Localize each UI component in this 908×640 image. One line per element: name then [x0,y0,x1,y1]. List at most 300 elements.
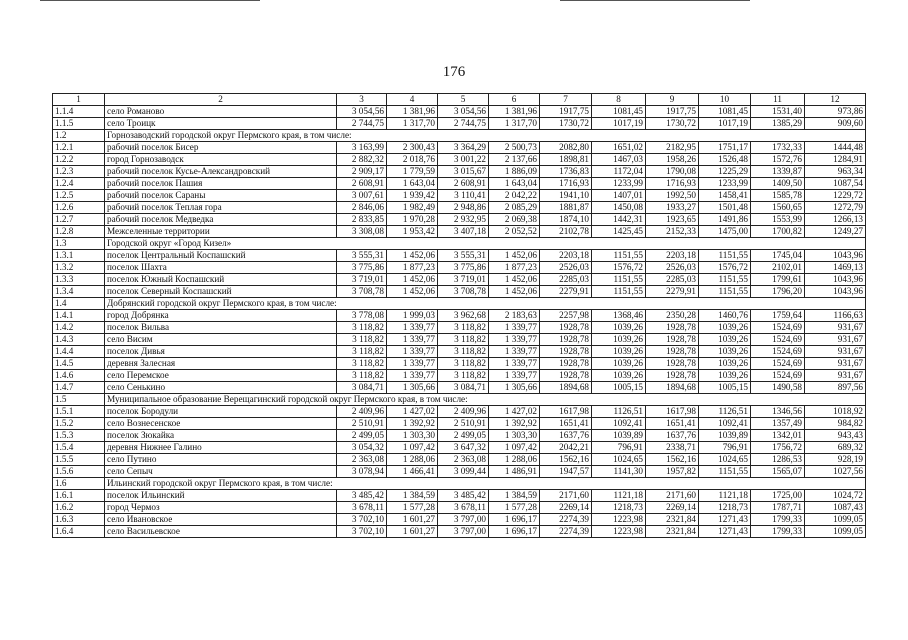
table-row [53,202,866,214]
value-cell: 1572,76 [751,154,805,166]
row-id: 1.4.4 [53,346,105,358]
value-cell: 2 833,85 [337,214,387,226]
value-cell: 1917,75 [540,106,592,118]
table-row [53,286,866,298]
value-cell: 1 939,42 [387,190,438,202]
value-cell: 1027,56 [805,466,866,478]
table-row [53,226,866,238]
value-cell: 3 118,82 [337,322,387,334]
value-cell: 1024,65 [699,454,751,466]
settlement-name: поселок Дивья [105,346,337,358]
value-cell: 1992,50 [646,190,699,202]
value-cell: 1141,30 [592,466,646,478]
value-cell: 1043,96 [805,250,866,262]
value-cell: 2203,18 [540,250,592,262]
value-cell: 1 452,06 [387,250,438,262]
value-cell: 1 779,59 [387,166,438,178]
column-header: 10 [699,94,751,106]
value-cell: 1284,91 [805,154,866,166]
value-cell: 1151,55 [699,466,751,478]
value-cell: 931,67 [805,370,866,382]
settlement-name: рабочий поселок Медведка [105,214,337,226]
value-cell: 2 909,17 [337,166,387,178]
value-cell: 1039,26 [699,370,751,382]
value-cell: 2274,39 [540,526,592,538]
table-row [53,526,866,538]
settlement-name: село Висим [105,334,337,346]
table-row [53,154,866,166]
value-cell: 1928,78 [646,358,699,370]
value-cell: 1039,26 [592,346,646,358]
value-cell: 1081,45 [592,106,646,118]
value-cell: 1 970,28 [387,214,438,226]
table-row [53,166,866,178]
value-cell: 3 118,82 [438,370,489,382]
value-cell: 1490,58 [751,382,805,394]
value-cell: 1339,87 [751,166,805,178]
value-cell: 3 485,42 [337,490,387,502]
value-cell: 1 384,59 [489,490,540,502]
row-id: 1.4.6 [53,370,105,382]
value-cell: 1651,41 [646,418,699,430]
value-cell: 1039,26 [592,322,646,334]
value-cell: 1799,33 [751,526,805,538]
value-cell: 1730,72 [646,118,699,130]
value-cell: 1917,75 [646,106,699,118]
settlement-name: поселок Зюкайка [105,430,337,442]
value-cell: 3 702,10 [337,514,387,526]
column-header: 3 [337,94,387,106]
value-cell: 3 163,99 [337,142,387,154]
value-cell: 1958,26 [646,154,699,166]
row-id: 1.3.3 [53,274,105,286]
table-row [53,430,866,442]
value-cell: 1928,78 [646,322,699,334]
value-cell: 2274,39 [540,514,592,526]
settlement-name: поселок Центральный Коспашский [105,250,337,262]
value-cell: 1637,76 [540,430,592,442]
value-cell: 1151,55 [699,250,751,262]
value-cell: 2350,28 [646,310,699,322]
value-cell: 1475,00 [699,226,751,238]
table-row [53,322,866,334]
value-cell: 2 363,08 [337,454,387,466]
value-cell: 1 384,59 [387,490,438,502]
value-cell: 2 948,86 [438,202,489,214]
value-cell: 1 999,03 [387,310,438,322]
value-cell: 1700,82 [751,226,805,238]
value-cell: 1 953,42 [387,226,438,238]
value-cell: 1271,43 [699,526,751,538]
value-cell: 1524,69 [751,346,805,358]
value-cell: 3 797,00 [438,514,489,526]
value-cell: 984,82 [805,418,866,430]
table-row [53,490,866,502]
page-number: 176 [442,64,466,80]
row-id: 1.5.4 [53,442,105,454]
value-cell: 1087,43 [805,502,866,514]
value-cell: 2 363,08 [438,454,489,466]
row-id: 1.3.4 [53,286,105,298]
value-cell: 1005,15 [592,382,646,394]
value-cell: 2 744,75 [438,118,489,130]
value-cell: 1 317,70 [489,118,540,130]
value-cell: 1266,13 [805,214,866,226]
value-cell: 1928,78 [646,334,699,346]
table-row [53,502,866,514]
value-cell: 2 409,96 [337,406,387,418]
value-cell: 1 288,06 [387,454,438,466]
value-cell: 1 427,02 [489,406,540,418]
value-cell: 1 877,23 [489,262,540,274]
value-cell: 1894,68 [646,382,699,394]
value-cell: 2 608,91 [337,178,387,190]
value-cell: 3 118,82 [438,334,489,346]
value-cell: 973,86 [805,106,866,118]
row-id: 1.2.4 [53,178,105,190]
section-id: 1.5 [53,394,105,406]
value-cell: 1617,98 [540,406,592,418]
settlement-name: Межселенные территории [105,226,337,238]
value-cell: 1368,46 [592,310,646,322]
value-cell: 1 303,30 [489,430,540,442]
value-cell: 1736,83 [540,166,592,178]
row-id: 1.6.4 [53,526,105,538]
value-cell: 3 555,31 [438,250,489,262]
value-cell: 1 317,70 [387,118,438,130]
value-cell: 2279,91 [540,286,592,298]
value-cell: 1223,98 [592,514,646,526]
value-cell: 796,91 [592,442,646,454]
value-cell: 1 466,41 [387,466,438,478]
value-cell: 1 452,06 [489,250,540,262]
table-row [53,214,866,226]
value-cell: 1 381,96 [387,106,438,118]
value-cell: 1043,96 [805,274,866,286]
value-cell: 1941,10 [540,190,592,202]
value-cell: 3 001,22 [438,154,489,166]
value-cell: 3 118,82 [438,346,489,358]
value-cell: 1756,72 [751,442,805,454]
value-cell: 3 962,68 [438,310,489,322]
row-id: 1.5.6 [53,466,105,478]
column-header: 6 [489,94,540,106]
value-cell: 1745,04 [751,250,805,262]
settlement-name: село Перемское [105,370,337,382]
value-cell: 3 118,82 [438,322,489,334]
value-cell: 1 305,66 [387,382,438,394]
value-cell: 3 015,67 [438,166,489,178]
value-cell: 1450,08 [592,202,646,214]
settlement-name: село Сенькино [105,382,337,394]
column-header: 4 [387,94,438,106]
value-cell: 3 364,29 [438,142,489,154]
row-id: 1.3.1 [53,250,105,262]
value-cell: 689,32 [805,442,866,454]
settlement-name: село Васильевское [105,526,337,538]
table-row [53,250,866,262]
value-cell: 2 018,76 [387,154,438,166]
value-cell: 1 339,77 [489,334,540,346]
table-row [53,274,866,286]
scan-edge-line [40,0,260,1]
value-cell: 1018,92 [805,406,866,418]
value-cell: 1218,73 [699,502,751,514]
row-id: 1.4.1 [53,310,105,322]
column-header: 8 [592,94,646,106]
value-cell: 1651,41 [540,418,592,430]
row-id: 1.3.2 [53,262,105,274]
column-header: 5 [438,94,489,106]
settlement-name: поселок Шахта [105,262,337,274]
value-cell: 1233,99 [699,178,751,190]
value-cell: 1271,43 [699,514,751,526]
value-cell: 2 608,91 [438,178,489,190]
value-cell: 1039,26 [592,358,646,370]
tariff-table [52,93,866,538]
value-cell: 2152,33 [646,226,699,238]
column-header: 2 [105,94,337,106]
value-cell: 1099,05 [805,514,866,526]
value-cell: 2082,80 [540,142,592,154]
value-cell: 1874,10 [540,214,592,226]
value-cell: 1409,50 [751,178,805,190]
value-cell: 1099,05 [805,526,866,538]
row-id: 1.5.5 [53,454,105,466]
value-cell: 1218,73 [592,502,646,514]
section-id: 1.2 [53,130,105,142]
value-cell: 1 601,27 [387,514,438,526]
value-cell: 2 932,95 [438,214,489,226]
value-cell: 2257,98 [540,310,592,322]
value-cell: 1 339,77 [489,346,540,358]
value-cell: 1732,33 [751,142,805,154]
value-cell: 3 308,08 [337,226,387,238]
value-cell: 1928,78 [540,358,592,370]
value-cell: 1286,53 [751,454,805,466]
value-cell: 2 137,66 [489,154,540,166]
value-cell: 2102,01 [751,262,805,274]
table-row [53,190,866,202]
value-cell: 2 510,91 [438,418,489,430]
value-cell: 1467,03 [592,154,646,166]
value-cell: 1565,07 [751,466,805,478]
value-cell: 1087,54 [805,178,866,190]
row-id: 1.4.7 [53,382,105,394]
value-cell: 3 778,08 [337,310,387,322]
value-cell: 1947,57 [540,466,592,478]
row-id: 1.2.8 [53,226,105,238]
value-cell: 2285,03 [540,274,592,286]
value-cell: 1039,89 [592,430,646,442]
column-header: 11 [751,94,805,106]
value-cell: 2279,91 [646,286,699,298]
value-cell: 3 702,10 [337,526,387,538]
value-cell: 1357,49 [751,418,805,430]
section-row [53,298,866,310]
value-cell: 3 084,71 [438,382,489,394]
value-cell: 1233,99 [592,178,646,190]
value-cell: 1024,72 [805,490,866,502]
value-cell: 1 452,06 [387,286,438,298]
table-row [53,418,866,430]
value-cell: 2269,14 [646,502,699,514]
header-row [53,94,866,106]
section-id: 1.6 [53,478,105,490]
value-cell: 3 775,86 [438,262,489,274]
value-cell: 3 054,32 [337,442,387,454]
value-cell: 1531,40 [751,106,805,118]
value-cell: 1 643,04 [489,178,540,190]
value-cell: 2 499,05 [438,430,489,442]
value-cell: 1585,78 [751,190,805,202]
value-cell: 3 719,01 [438,274,489,286]
value-cell: 1092,41 [699,418,751,430]
value-cell: 1126,51 [592,406,646,418]
value-cell: 1 392,92 [489,418,540,430]
value-cell: 3 078,94 [337,466,387,478]
value-cell: 2321,84 [646,514,699,526]
scan-edge-line [560,0,750,1]
value-cell: 1121,18 [699,490,751,502]
value-cell: 3 708,78 [337,286,387,298]
table-body [53,94,866,538]
value-cell: 1 877,23 [387,262,438,274]
value-cell: 1651,02 [592,142,646,154]
value-cell: 1 381,96 [489,106,540,118]
table-row [53,358,866,370]
value-cell: 1039,89 [699,430,751,442]
value-cell: 1121,18 [592,490,646,502]
value-cell: 1081,45 [699,106,751,118]
value-cell: 796,91 [699,442,751,454]
value-cell: 1928,78 [646,346,699,358]
value-cell: 1223,98 [592,526,646,538]
row-id: 1.5.2 [53,418,105,430]
value-cell: 1799,33 [751,514,805,526]
section-name: Ильинский городской округ Пермского края, в том числе: [105,478,866,490]
value-cell: 3 054,56 [337,106,387,118]
settlement-name: рабочий поселок Пашия [105,178,337,190]
value-cell: 3 084,71 [337,382,387,394]
value-cell: 3 678,11 [337,502,387,514]
value-cell: 1725,00 [751,490,805,502]
value-cell: 3 797,00 [438,526,489,538]
value-cell: 1933,27 [646,202,699,214]
value-cell: 1 339,77 [489,322,540,334]
section-id: 1.3 [53,238,105,250]
settlement-name: село Путино [105,454,337,466]
value-cell: 1928,78 [540,322,592,334]
value-cell: 3 708,78 [438,286,489,298]
value-cell: 1272,79 [805,202,866,214]
table-row [53,118,866,130]
row-id: 1.6.3 [53,514,105,526]
value-cell: 1787,71 [751,502,805,514]
value-cell: 1225,29 [699,166,751,178]
table-row [53,382,866,394]
table-row [53,262,866,274]
value-cell: 3 555,31 [337,250,387,262]
value-cell: 1151,55 [592,286,646,298]
value-cell: 1043,96 [805,286,866,298]
value-cell: 1 452,06 [489,274,540,286]
value-cell: 1617,98 [646,406,699,418]
value-cell: 2285,03 [646,274,699,286]
value-cell: 2 882,32 [337,154,387,166]
value-cell: 1637,76 [646,430,699,442]
column-header: 1 [53,94,105,106]
value-cell: 1 886,09 [489,166,540,178]
value-cell: 1425,45 [592,226,646,238]
value-cell: 1039,26 [592,370,646,382]
value-cell: 1 339,77 [387,358,438,370]
value-cell: 1576,72 [592,262,646,274]
value-cell: 1 601,27 [387,526,438,538]
value-cell: 1716,93 [540,178,592,190]
settlement-name: город Горнозаводск [105,154,337,166]
value-cell: 1 097,42 [387,442,438,454]
value-cell: 2 052,52 [489,226,540,238]
value-cell: 2 409,96 [438,406,489,418]
value-cell: 2269,14 [540,502,592,514]
value-cell: 1151,55 [592,250,646,262]
value-cell: 1923,65 [646,214,699,226]
column-header: 12 [805,94,866,106]
value-cell: 1957,82 [646,466,699,478]
value-cell: 1017,19 [592,118,646,130]
settlement-name: поселок Бородули [105,406,337,418]
settlement-name: село Вознесенское [105,418,337,430]
value-cell: 1151,55 [699,286,751,298]
value-cell: 1039,26 [699,334,751,346]
value-cell: 3 118,82 [337,346,387,358]
value-cell: 2 744,75 [337,118,387,130]
settlement-name: рабочий поселок Бисер [105,142,337,154]
settlement-name: деревня Нижнее Галино [105,442,337,454]
row-id: 1.2.5 [53,190,105,202]
value-cell: 1881,87 [540,202,592,214]
value-cell: 928,19 [805,454,866,466]
value-cell: 3 485,42 [438,490,489,502]
value-cell: 1039,26 [699,346,751,358]
settlement-name: деревня Залесная [105,358,337,370]
value-cell: 1790,08 [646,166,699,178]
value-cell: 1039,26 [592,334,646,346]
value-cell: 2171,60 [540,490,592,502]
value-cell: 1 339,77 [387,346,438,358]
value-cell: 3 719,01 [337,274,387,286]
value-cell: 1524,69 [751,322,805,334]
value-cell: 1524,69 [751,370,805,382]
value-cell: 1553,99 [751,214,805,226]
value-cell: 1 577,28 [489,502,540,514]
value-cell: 1 305,66 [489,382,540,394]
value-cell: 3 054,56 [438,106,489,118]
value-cell: 1730,72 [540,118,592,130]
row-id: 1.4.2 [53,322,105,334]
value-cell: 1151,55 [592,274,646,286]
section-row [53,238,866,250]
value-cell: 1229,72 [805,190,866,202]
row-id: 1.1.4 [53,106,105,118]
value-cell: 1092,41 [592,418,646,430]
value-cell: 1039,26 [699,358,751,370]
value-cell: 931,67 [805,346,866,358]
value-cell: 3 118,82 [337,358,387,370]
settlement-name: город Чермоз [105,502,337,514]
row-id: 1.1.5 [53,118,105,130]
